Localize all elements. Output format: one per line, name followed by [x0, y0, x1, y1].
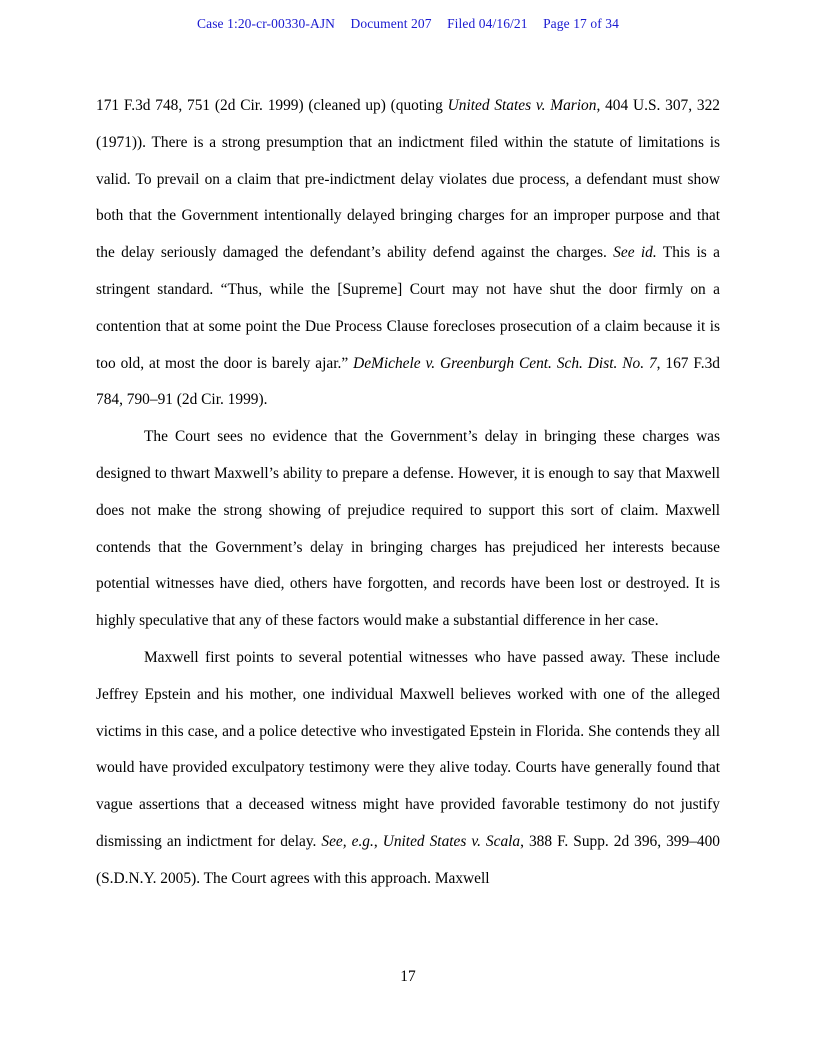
p3-citation-seeeg: See, e.g.	[321, 832, 374, 850]
p3-text-2: ,	[373, 832, 383, 850]
ecf-document-number: Document 207	[350, 16, 432, 31]
paragraph-3	[96, 640, 720, 898]
paragraph-1	[96, 88, 720, 419]
p3-citation-scala: United States v. Scala	[382, 832, 521, 850]
p1-citation-demichele: DeMichele v. Greenburgh Cent. Sch. Dist. No. 7	[353, 354, 657, 372]
p3-text-1: Maxwell first points to several potential witnesses who have passed away. These include Jeffrey Epstein and his mother, one individual Maxwell believes worked with one of the alleged victims in this case, and a police detective who investigated Epstein in Florida. She contends they all would have provided exculpatory testimony were they alive today. Courts have generally found that vague assertions that a deceased witness might have provided favorable testimony do not justify dismissing an indictment for delay.	[96, 648, 720, 850]
p3-text-3: , 388 F. Supp. 2d 396, 399–400 (S.D.N.Y. 2005). The Court agrees with this approach. Maxwell	[96, 832, 720, 887]
p1-citation-seeid: See id.	[613, 244, 657, 262]
p1-text-4: , 167 F.3d 784, 790–91 (2d Cir. 1999).	[96, 354, 720, 409]
page-footer-number: 17	[400, 968, 416, 985]
ecf-stamp-header	[0, 16, 816, 32]
p1-citation-marion: United States v. Marion	[447, 97, 597, 114]
ecf-case-number: Case 1:20-cr-00330-AJN	[197, 16, 336, 31]
document-body	[96, 88, 720, 898]
paragraph-2: The Court sees no evidence that the Government’s delay in bringing these charges was designed to thwart Maxwell’s ability to prepare a defense. However, it is enough to say that Maxwell does not make the strong showing of prejudice required to support this sort of claim. Maxwell contends that the Government’s delay in bringing charges has prejudiced her interests because potential witnesses have died, others have forgotten, and records have been lost or destroyed. It is highly speculative that any of these factors would make a substantial difference in her case.	[96, 428, 720, 630]
ecf-page-indicator: Page 17 of 34	[543, 16, 619, 31]
p1-text-1: 171 F.3d 748, 751 (2d Cir. 1999) (cleaned up) (quoting	[96, 97, 448, 114]
p1-text-2: , 404 U.S. 307, 322 (1971)). There is a strong presumption that an indictment filed within the statute of limitations is valid. To prevail on a claim that pre-indictment delay violates due process, a defendant must show both that the Government intentionally delayed bringing charges for an improper purpose and that the delay seriously damaged the defendant’s ability defend against the charges.	[96, 97, 720, 262]
ecf-filed-date: Filed 04/16/21	[447, 16, 528, 31]
p1-text-3: This is a stringent standard. “Thus, while the [Supreme] Court may not have shut the door firmly on a contention that at some point the Due Process Clause forecloses prosecution of a claim because it is too old, at most the door is barely ajar.”	[96, 244, 720, 372]
